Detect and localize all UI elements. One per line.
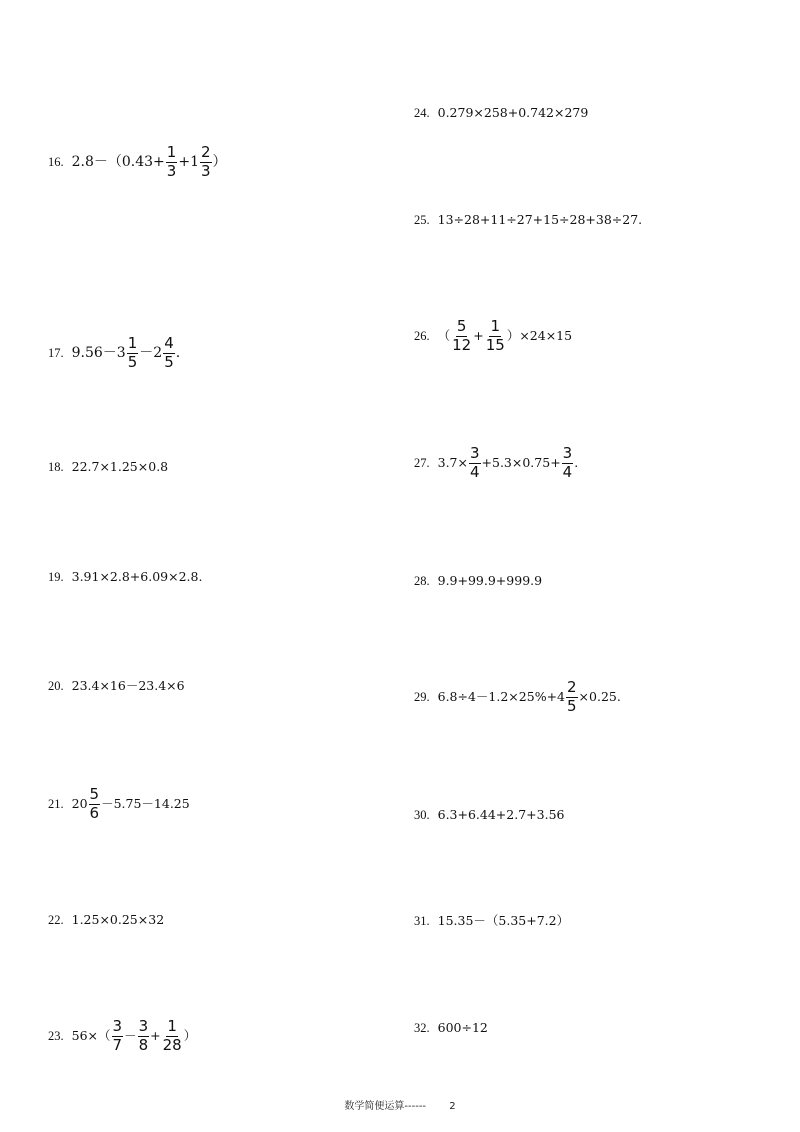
problem-17 — [48, 336, 180, 371]
problem-21 — [48, 787, 190, 822]
problem-23 — [48, 1019, 196, 1054]
fraction: $\frac{1}{5}$ — [127, 334, 138, 371]
problem-number: 16. — [48, 155, 64, 169]
problem-expression: 600÷12 — [437, 1020, 488, 1035]
problem-number: 28. — [414, 574, 430, 588]
fraction: $\frac{1}{28}$ — [162, 1017, 182, 1054]
fraction: $\frac{3}{7}$ — [112, 1017, 123, 1054]
page-number: 2 — [449, 1101, 456, 1112]
problem-expression: 23.4×16－23.4×6 — [71, 678, 185, 693]
problem-number: 21. — [48, 797, 64, 811]
problem-number: 24. — [414, 106, 430, 120]
problem-expression: 15.35－（5.35+7.2） — [437, 913, 570, 928]
problem-expression: 56×（ $\frac{3}{7}$ － $\frac{3}{8}$ + $\frac{1}{28}$ ） — [71, 1017, 197, 1054]
problem-expression: （ $\frac{5}{12}$ + $\frac{1}{15}$ ）×24×15 — [437, 317, 573, 354]
problem-number: 22. — [48, 913, 64, 927]
problem-number: 27. — [414, 456, 430, 470]
problem-number: 32. — [414, 1021, 430, 1035]
problem-22 — [48, 914, 164, 927]
problem-expression: 1.25×0.25×32 — [71, 912, 165, 927]
fraction: $\frac{2}{5}$ — [567, 678, 577, 715]
problem-25 — [414, 214, 642, 227]
fraction: $\frac{3}{8}$ — [138, 1017, 149, 1054]
problem-expression: 6.8÷4－1.2×25%+4 $\frac{2}{5}$ ×0.25. — [437, 678, 621, 715]
problem-28 — [414, 575, 542, 588]
problem-expression: 20 $\frac{5}{6}$ －5.75－14.25 — [71, 785, 190, 822]
problem-number: 19. — [48, 570, 64, 584]
problem-19 — [48, 571, 202, 584]
problem-expression: 3.7× $\frac{3}{4}$ +5.3×0.75+ $\frac{3}{4}$ . — [437, 444, 579, 481]
problem-number: 23. — [48, 1029, 64, 1043]
problem-number: 20. — [48, 679, 64, 693]
problem-26 — [414, 319, 572, 354]
problem-16 — [48, 145, 227, 180]
problem-number: 26. — [414, 329, 430, 343]
problem-expression: 9.9+99.9+999.9 — [437, 573, 543, 588]
problem-number: 29. — [414, 690, 430, 704]
problem-31 — [414, 915, 569, 928]
problem-number: 18. — [48, 460, 64, 474]
fraction: $\frac{3}{4}$ — [562, 444, 573, 481]
problem-30 — [414, 809, 564, 822]
fraction: $\frac{2}{3}$ — [200, 143, 211, 180]
footer-title: 数学简便运算------ — [344, 1101, 427, 1112]
problem-32 — [414, 1022, 488, 1035]
fraction: $\frac{5}{12}$ — [452, 317, 472, 354]
problem-expression: 22.7×1.25×0.8 — [71, 459, 169, 474]
problem-number: 31. — [414, 914, 430, 928]
problem-number: 17. — [48, 346, 64, 360]
fraction: $\frac{5}{6}$ — [89, 785, 100, 822]
problem-expression: 0.279×258+0.742×279 — [437, 105, 589, 120]
problem-expression: 6.3+6.44+2.7+3.56 — [437, 807, 565, 822]
problem-18 — [48, 461, 168, 474]
problem-29 — [414, 680, 621, 715]
problem-expression: 2.8－（0.43+ $\frac{1}{3}$ +1 $\frac{2}{3}$ ） — [71, 143, 227, 180]
problem-number: 25. — [414, 213, 430, 227]
problem-27 — [414, 446, 578, 481]
fraction: $\frac{1}{15}$ — [485, 317, 505, 354]
problem-24 — [414, 107, 588, 120]
fraction: $\frac{1}{3}$ — [166, 143, 177, 180]
page-footer — [0, 1097, 800, 1112]
fraction: $\frac{4}{5}$ — [164, 334, 174, 371]
problem-expression: 3.91×2.8+6.09×2.8. — [71, 569, 203, 584]
problem-number: 30. — [414, 808, 430, 822]
problem-expression: 13÷28+11÷27+15÷28+38÷27. — [437, 212, 643, 227]
problem-20 — [48, 680, 185, 693]
problem-expression: 9.56－3 $\frac{1}{5}$ －2 $\frac{4}{5}$ . — [71, 334, 181, 371]
fraction: $\frac{3}{4}$ — [469, 444, 480, 481]
